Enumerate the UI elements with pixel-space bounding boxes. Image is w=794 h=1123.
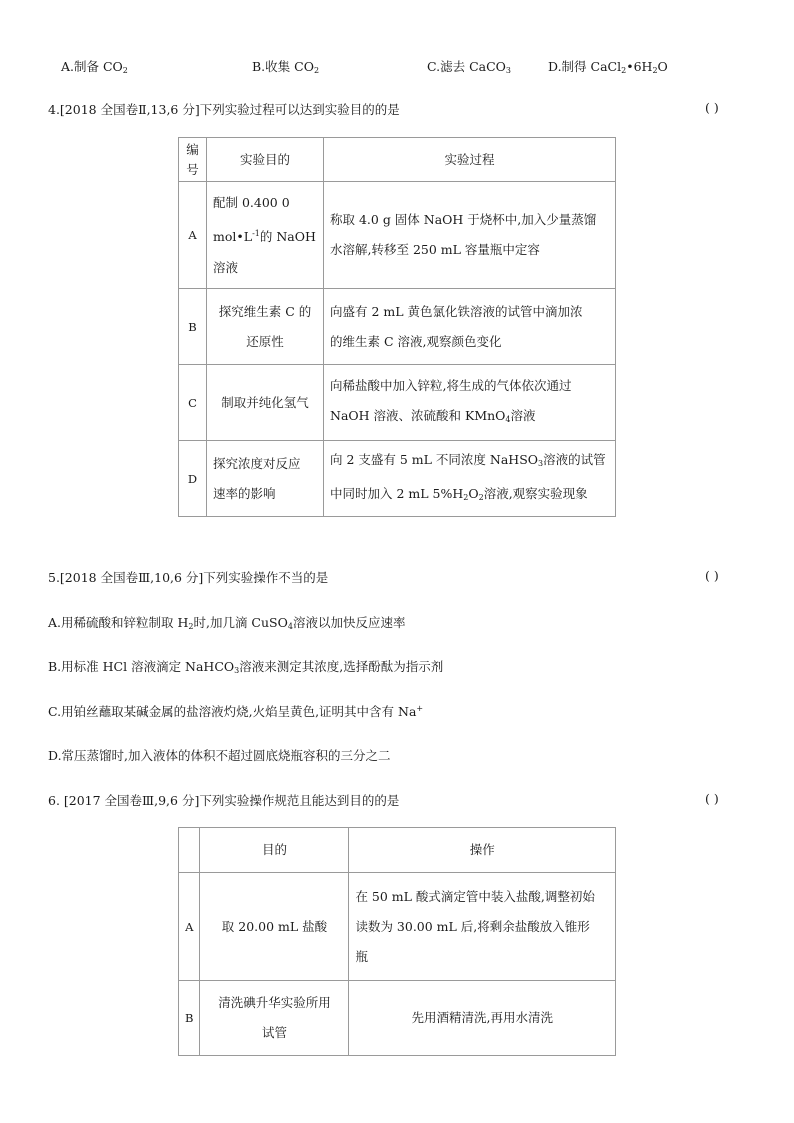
q4-process-d-line2: 中同时加入 2 mL $5\%H_2O_2$溶液,观察实验现象 [330,485,588,502]
q6-goal-b [200,981,349,1056]
q5-stem: 5.[2018 全国卷Ⅲ,10,6 分]下列实验操作不当的是 [48,570,329,585]
q6-operation-a [349,873,616,981]
q4-goal-a [207,182,324,289]
q6-operation-a-line2: 读数为 30.00 mL 后,将剩余盐酸放入锥形 [355,918,590,934]
table-row [179,182,616,289]
q6-goal-b-line1: 清洗碘升华实验所用 [218,995,331,1010]
q4-process-c-line2: NaOH 溶液、浓硫酸和 KMnO$_4$溶液 [330,407,536,424]
table-row [179,441,616,517]
option-c-filter-caco3: C.滤去 CaCO$_3$ [427,59,511,75]
q4-header-goal: 实验目的 [207,138,324,182]
table-row [179,873,616,981]
q4-process-a-line2: 水溶解,转移至 250 mL 容量瓶中定容 [330,242,540,257]
q4-goal-d [207,441,324,517]
q4-goal-c: 制取并纯化氢气 [207,365,324,441]
q4-goal-d-line2: 速率的影响 [213,485,276,501]
q6-operation-a-line1: 在 50 mL 酸式滴定管中装入盐酸,调整初始 [355,888,595,904]
q5-option-b: B.用标准 HCl 溶液滴定 NaHCO$_3$溶液来测定其浓度,选择酚酞为指示剂 [48,659,444,675]
q4-header-id: 编号 [179,138,207,182]
q6-stem: 6. [2017 全国卷Ⅲ,9,6 分]下列实验操作规范且能达到目的的是 [48,793,400,808]
table-row [179,365,616,441]
q4-process-a [324,182,616,289]
q6-answer-paren: ( ) [705,791,719,806]
q6-header-goal: 目的 [200,828,349,873]
q4-goal-d-line1: 探究浓度对反应 [213,455,301,471]
q5-option-d: D.常压蒸馏时,加入液体的体积不超过圆底烧瓶容积的三分之二 [48,748,391,763]
q4-process-b-line1: 向盛有 2 mL 黄色氯化铁溶液的试管中滴加浓 [330,303,583,319]
table-row [179,981,616,1056]
table-row [179,289,616,365]
q4-process-b [324,289,616,365]
row-id-d: D [179,441,207,517]
q5-option-c: C.用铂丝蘸取某碱金属的盐溶液灼烧,火焰呈黄色,证明其中含有 Na+ [48,704,424,719]
row-id-b: B [179,289,207,365]
q4-process-b-line2: 的维生素 C 溶液,观察颜色变化 [330,333,502,349]
option-d-cacl2: D.制得 $CaCl_2•6H_2O$ [548,59,668,75]
q6-goal-b-line2: 试管 [261,1025,287,1040]
q4-goal-a-line1: 配制 0.400 0 [213,195,290,210]
q4-process-d [324,441,616,517]
q5-answer-paren: ( ) [705,568,719,583]
row-id-a: A [179,873,200,981]
q4-goal-a-line3: 溶液 [213,260,239,275]
q4-process-a-line1: 称取 4.0 g 固体 NaOH 于烧杯中,加入少量蒸馏 [330,212,597,227]
row-id-b: B [179,981,200,1056]
q4-goal-b-line1: 探究维生素 C 的 [218,303,312,319]
q6-header-operation: 操作 [349,828,616,873]
q4-goal-b-line2: 还原性 [246,333,284,349]
q4-process-d-line1: 向 2 支盛有 5 mL 不同浓度 NaHSO$_3$溶液的试管 [330,451,606,468]
q5-option-a: A.用稀硫酸和锌粒制取 $H_2$时,加几滴 CuSO$_4$溶液以加快反应速率 [48,615,406,631]
q6-header-id [179,828,200,873]
q4-answer-paren: ( ) [705,100,719,115]
q4-goal-a-line2: $mol•L^{-1}$的 NaOH [213,229,316,244]
q6-operation-a-line3: 瓶 [355,948,368,964]
q4-process-c-line1: 向稀盐酸中加入锌粒,将生成的气体依次通过 [330,377,572,393]
option-a-co2-prep: A.制备 $CO_2$ [61,59,128,75]
q4-stem: 4.[2018 全国卷Ⅱ,13,6 分]下列实验过程可以达到实验目的的是 [48,102,400,117]
q6-operation-b: 先用酒精清洗,再用水清洗 [349,981,616,1056]
q6-goal-a: 取 20.00 mL 盐酸 [200,873,349,981]
row-id-a: A [179,182,207,289]
q4-process-c [324,365,616,441]
q4-header-process: 实验过程 [324,138,616,182]
q6-table [178,827,616,1056]
row-id-c: C [179,365,207,441]
q4-goal-b [207,289,324,365]
q4-table [178,137,616,517]
option-b-co2-collect: B.收集 $CO_2$ [252,59,320,75]
